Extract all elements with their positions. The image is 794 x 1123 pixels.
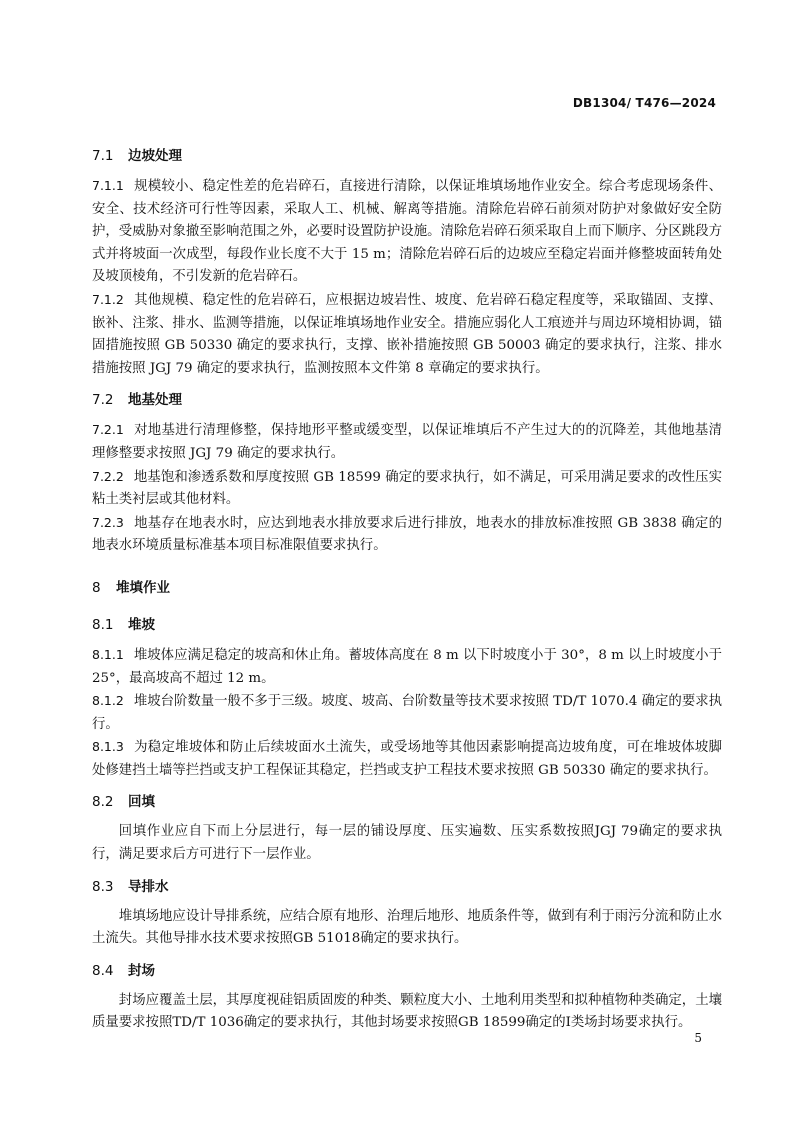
clause-text: 其他规模、稳定性的危岩碎石，应根据边坡岩性、坡度、危岩碎石稳定程度等，采取锚固、支撑、嵌补、注浆、排水、监测等措施，以保证堆填场地作业安全。措施应弱化人工痕迹并与周边环境相协调，锚固措施按照 GB 50330 确定的要求执行，支撑、嵌补措施按照 GB 50003 确定的要求执行，注浆、排水措施按照 JGJ 79 确定的要求执行，监测按照本文件第 8 章确定的要求执行。 — [92, 292, 722, 376]
heading-number: 7.1 — [92, 148, 114, 164]
heading-7-2 — [92, 390, 722, 410]
clause-text: 堆坡台阶数量一般不多于三级。坡度、坡高、台阶数量等技术要求按照 TD/T 1070.4 确定的要求执行。 — [92, 694, 722, 732]
heading-title: 导排水 — [128, 878, 169, 895]
clause-7-1-2 — [92, 289, 722, 380]
heading-number: 8.4 — [92, 962, 114, 979]
paragraph-8-4: 封场应覆盖土层，其厚度视硅铝质固废的种类、颗粒度大小、土地利用类型和拟种植物种类确定，土壤质量要求按照TD/T 1036确定的要求执行，其他封场要求按照GB 18599确定的I类场封场要求执行。 — [92, 992, 722, 1031]
heading-number: 8.1 — [92, 616, 114, 633]
clause-text: 堆坡体应满足稳定的坡高和休止角。蓄坡体高度在 8 m 以下时坡度小于 30°，8 m 以上时坡度小于 25°，最高坡高不超过 12 m。 — [92, 647, 722, 686]
document-code: DB1304/ T476—2024 — [572, 96, 716, 110]
heading-title: 堆坡 — [128, 616, 155, 633]
heading-title: 回填 — [128, 794, 155, 811]
heading-8-2 — [92, 792, 722, 812]
clause-8-1-1 — [92, 644, 722, 690]
clause-number: 7.2.2 — [92, 468, 124, 484]
clause-7-2-1 — [92, 419, 722, 465]
clause-text: 地基饱和渗透系数和厚度按照 GB 18599 确定的要求执行，如不满足，可采用满足要求的改性压实粘土类衬层或其他材料。 — [92, 469, 722, 508]
heading-title: 边坡处理 — [128, 148, 182, 164]
heading-title: 封场 — [128, 962, 155, 979]
page-body — [92, 146, 722, 1035]
heading-8-4 — [92, 961, 722, 981]
heading-8-3 — [92, 877, 722, 897]
heading-title: 地基处理 — [128, 392, 182, 409]
heading-8 — [92, 578, 722, 598]
page-number: 5 — [694, 1031, 702, 1045]
clause-7-1-1 — [92, 175, 722, 289]
heading-number: 8.3 — [92, 878, 114, 895]
heading-number: 8 — [92, 579, 101, 596]
clause-number: 7.2.3 — [92, 514, 124, 530]
heading-8-1 — [92, 615, 722, 635]
clause-text: 地基存在地表水时，应达到地表水排放要求后进行排放，地表水的排放标准按照 GB 3838 确定的地表水环境质量标准基本项目标准限值要求执行。 — [92, 515, 722, 554]
clause-text: 规模较小、稳定性差的危岩碎石，直接进行清除，以保证堆填场地作业安全。综合考虑现场条件、安全、技术经济可行性等因素，采取人工、机械、解离等措施。清除危岩碎石前须对防护对象做好安全防护，受威胁对象撤至影响范围之外，必要时设置防护设施。清除危岩碎石须采取自上而下顺序、分区跳段方式并将坡面一次成型，每段作业长度不大于 15 m；清除危岩碎石后的边坡应至稳定岩面并修整坡面转角处及坡顶棱角，不引发新的危岩碎石。 — [92, 179, 722, 285]
heading-7-1 — [92, 146, 722, 166]
clause-8-1-3 — [92, 736, 722, 782]
clause-number: 8.1.1 — [92, 646, 124, 662]
clause-number: 7.1.1 — [92, 178, 124, 193]
clause-number: 7.2.1 — [92, 422, 124, 438]
clause-number: 8.1.3 — [92, 739, 124, 755]
heading-number: 7.2 — [92, 392, 114, 409]
paragraph-8-3: 堆填场地应设计导排系统，应结合原有地形、治理后地形、地质条件等，做到有利于雨污分流和防止水土流失。其他导排水技术要求按照GB 51018确定的要求执行。 — [92, 908, 722, 947]
paragraph-8-2: 回填作业应自下而上分层进行，每一层的铺设厚度、压实遍数、压实系数按照JGJ 79确定的要求执行，满足要求后方可进行下一层作业。 — [92, 824, 722, 863]
clause-text: 对地基进行清理修整，保持地形平整或缓变型，以保证堆填后不产生过大的的沉降差，其他地基清理修整要求按照 JGJ 79 确定的要求执行。 — [92, 423, 722, 461]
clause-number: 8.1.2 — [92, 693, 124, 709]
heading-number: 8.2 — [92, 794, 114, 811]
clause-7-2-2 — [92, 466, 722, 512]
clause-7-2-3 — [92, 512, 722, 558]
clause-number: 7.1.2 — [92, 291, 124, 307]
heading-title: 堆填作业 — [116, 579, 170, 596]
clause-8-1-2 — [92, 690, 722, 736]
clause-text: 为稳定堆坡体和防止后续坡面水土流失，或受场地等其他因素影响提高边坡角度，可在堆坡体坡脚处修建挡土墙等拦挡或支护工程保证其稳定，拦挡或支护工程技术要求按照 GB 50330 确定的要求执行。 — [92, 740, 722, 778]
